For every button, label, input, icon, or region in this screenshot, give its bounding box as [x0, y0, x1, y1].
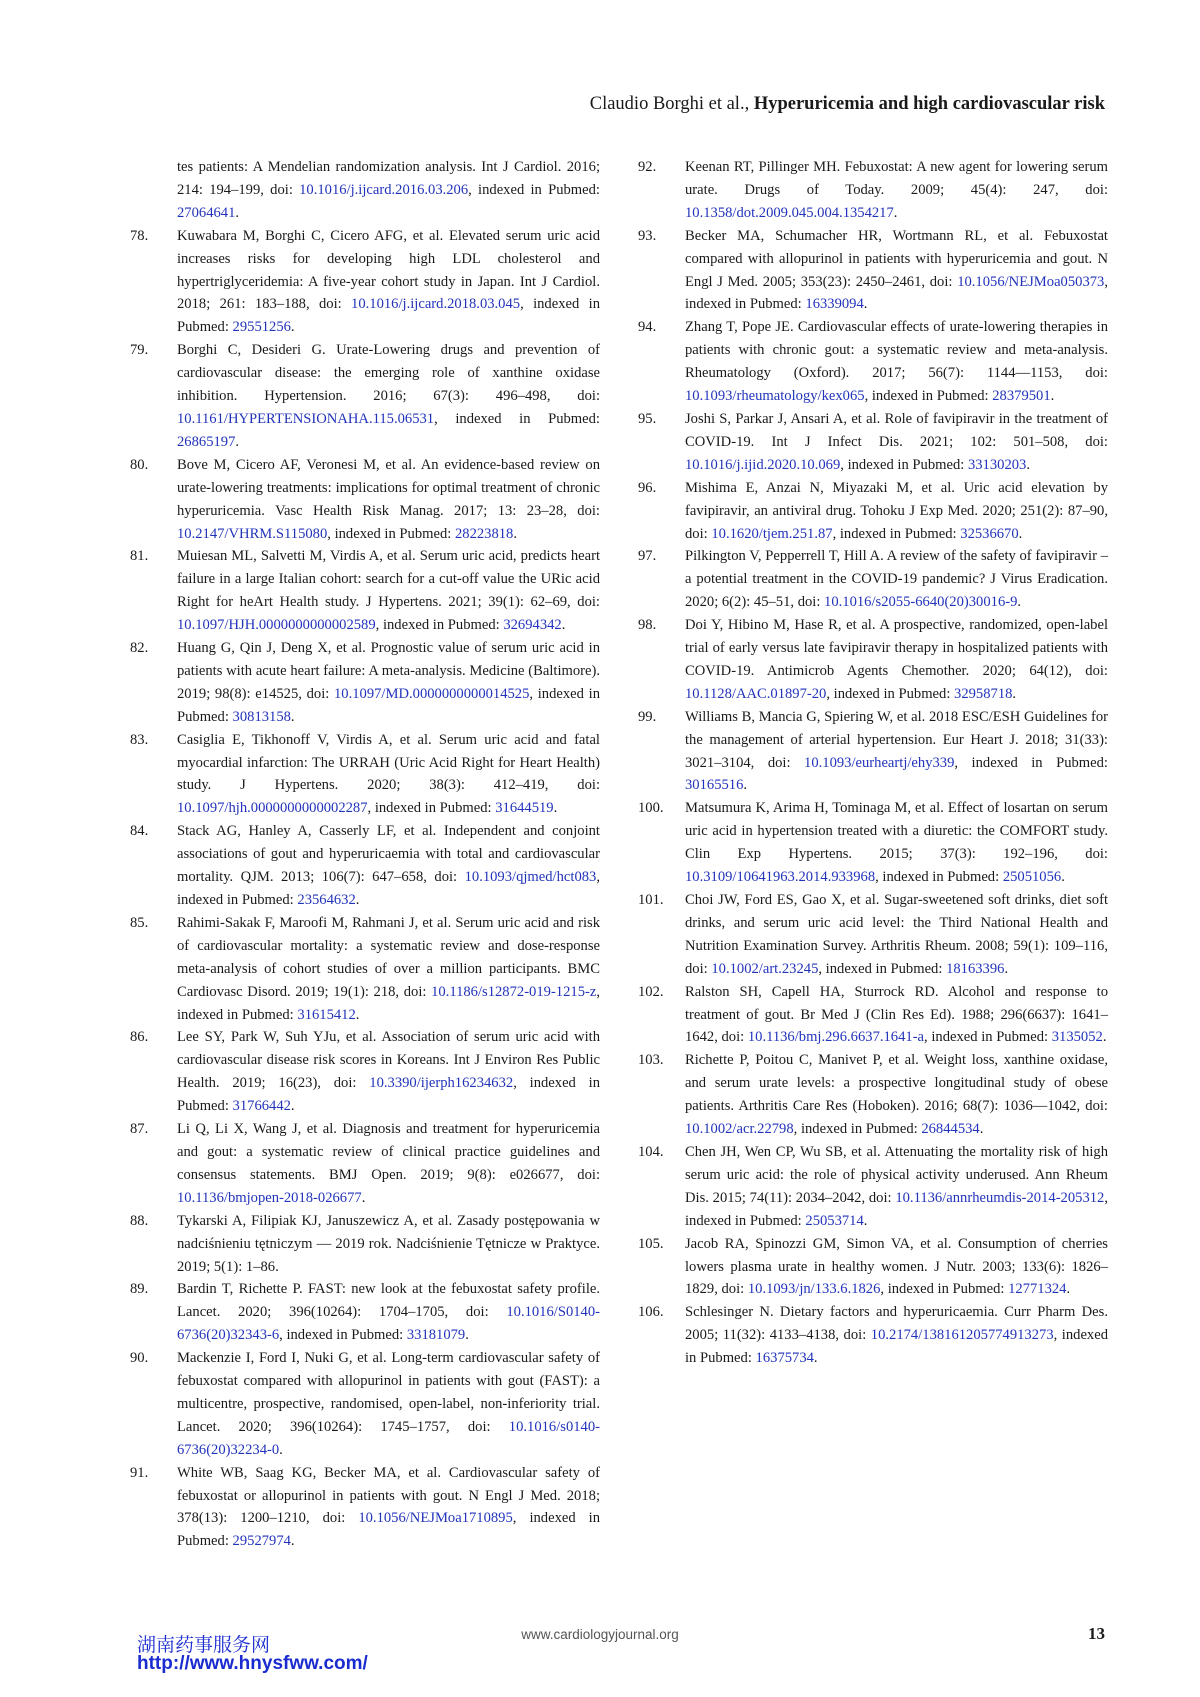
reference-link[interactable]: 33181079	[406, 1327, 466, 1344]
reference-number: 99.	[638, 708, 657, 725]
reference-item	[130, 545, 600, 637]
reference-link[interactable]: 32536670	[960, 525, 1019, 542]
reference-item	[638, 225, 1108, 317]
reference-text: White WB, Saag KG, Becker MA, et al. Cardiovascular safety of febuxostat or allopurinol in patients with gout. N Engl J Med. 2018; 378(13): 1200–1210, doi:	[177, 1464, 600, 1527]
reference-text: .	[1004, 960, 1009, 977]
reference-link[interactable]: 12771324	[1008, 1281, 1067, 1298]
reference-text: .	[553, 800, 558, 817]
reference-item	[130, 156, 600, 225]
reference-text: , indexed in Pubmed:	[685, 1189, 1108, 1229]
reference-text: Tykarski A, Filipiak KJ, Januszewicz A, et al. Zasady postępowania w nadciśnieniu tętniczym — 2019 rok. Nadciśnienie Tętnicze w Praktyce. 2019; 5(1): 1–86.	[177, 1212, 600, 1275]
reference-text: , indexed in Pubmed:	[279, 1327, 407, 1344]
reference-number: 102.	[638, 983, 664, 1000]
reference-text: , indexed in Pubmed:	[177, 296, 600, 336]
reference-text: , indexed in Pubmed:	[826, 685, 955, 702]
reference-text: Borghi C, Desideri G. Urate-Lowering drugs and prevention of cardiovascular disease: the emerging role of xanthine oxidase inhibition. Hypertension. 2016; 67(3): 496–498, doi:	[177, 342, 600, 405]
reference-text: Doi Y, Hibino M, Hase R, et al. A prospective, randomized, open-label trial of early versus late favipiravir therapy in hospitalized patients with COVID-19. Antimicrob Agents Chemother. 2020; 64(12), doi:	[685, 617, 1108, 679]
reference-link[interactable]: 25051056	[1002, 869, 1062, 886]
reference-text: , indexed in Pubmed:	[880, 1281, 1009, 1298]
reference-text: .	[290, 708, 295, 725]
reference-number: 86.	[130, 1029, 149, 1046]
reference-text: , indexed in Pubmed:	[177, 869, 600, 908]
reference-link[interactable]: 10.1620/tjem.251.87	[711, 525, 833, 542]
running-head-title: Hyperuricemia and high cardiovascular risk	[753, 94, 1105, 114]
reference-link[interactable]: 27064641	[177, 204, 236, 221]
reference-item	[638, 797, 1108, 889]
reference-text: Stack AG, Hanley A, Casserly LF, et al. Independent and conjoint associations of gout and hyperuricaemia with total and cardiovascular mortality. QJM. 2013; 106(7): 647–658, doi:	[177, 823, 600, 886]
reference-link[interactable]: 10.1358/dot.2009.045.004.1354217	[685, 204, 894, 221]
reference-link[interactable]: 10.1016/j.ijcard.2018.03.045	[351, 296, 521, 313]
reference-number: 106.	[638, 1304, 664, 1321]
reference-text: .	[1061, 869, 1065, 886]
reference-item	[130, 1347, 600, 1462]
reference-text: .	[561, 617, 566, 634]
reference-number: 90.	[130, 1350, 149, 1367]
reference-item	[130, 1210, 600, 1279]
reference-item	[130, 225, 600, 340]
reference-link[interactable]: 10.1093/qjmed/hct083	[464, 869, 597, 886]
reference-number: 93.	[638, 227, 657, 244]
reference-link[interactable]: 26844534	[921, 1121, 980, 1138]
reference-item	[638, 889, 1108, 981]
reference-number: 103.	[638, 1052, 664, 1069]
reference-link[interactable]: 10.1056/NEJMoa1710895	[358, 1510, 513, 1527]
reference-text: , indexed in Pubmed:	[832, 525, 961, 542]
reference-number: 82.	[130, 640, 149, 657]
reference-text: .	[863, 1212, 868, 1229]
reference-text: .	[290, 1533, 295, 1550]
reference-text: .	[979, 1121, 984, 1138]
reference-item	[638, 316, 1108, 408]
reference-item	[130, 912, 600, 1027]
reference-item	[130, 1118, 600, 1210]
reference-item	[638, 477, 1108, 546]
reference-text: .	[355, 892, 360, 908]
reference-text: Casiglia E, Tikhonoff V, Virdis A, et al. Serum uric acid and fatal myocardial infarction: The URRAH (Uric Acid Right for Heart Health) study. J Hypertens. 2020; 38(3): 412–419, doi:	[177, 731, 600, 794]
reference-number: 81.	[130, 548, 149, 565]
reference-link[interactable]: 33130203	[967, 456, 1027, 473]
reference-link[interactable]: 10.1136/bmjopen-2018-026677	[177, 1189, 362, 1206]
reference-text: .	[1012, 685, 1017, 702]
reference-item	[638, 614, 1108, 706]
reference-text: .	[743, 777, 748, 794]
reference-number: 95.	[638, 410, 657, 427]
reference-link[interactable]: 16339094	[805, 296, 864, 313]
reference-text: Huang G, Qin J, Deng X, et al. Prognostic value of serum uric acid in patients with acute heart failure: A meta-analysis. Medicine (Baltimore). 2019; 98(8): e14525, doi:	[177, 640, 600, 702]
references-right-column	[638, 156, 1108, 1370]
reference-text: , indexed in Pubmed:	[468, 181, 600, 198]
reference-item	[130, 729, 600, 821]
reference-text: .	[1017, 594, 1022, 611]
reference-text: Choi JW, Ford ES, Gao X, et al. Sugar-sweetened soft drinks, diet soft drinks, and serum uric acid level: the Third National Health and Nutrition Examination Survey. Arthritis Rheum. 2008; 59(1): 109–116, doi:	[685, 892, 1108, 977]
reference-text: Muiesan ML, Salvetti M, Virdis A, et al. Serum uric acid, predicts heart failure in a large Italian cohort: search for a cut-off value the URic acid Right for heArt Health study. J Hypertens. 2021; 39(1): 62–69, doi:	[177, 548, 600, 611]
reference-link[interactable]: 26865197	[177, 433, 236, 450]
reference-text: .	[513, 525, 517, 542]
reference-text: .	[235, 433, 240, 450]
references-left-column	[130, 156, 600, 1553]
reference-text: .	[361, 1189, 366, 1206]
reference-number: 98.	[638, 617, 657, 634]
reference-text: , indexed in Pubmed:	[177, 1510, 600, 1550]
reference-link[interactable]: 31766442	[232, 1098, 291, 1115]
reference-text: Becker MA, Schumacher HR, Wortmann RL, et al. Febuxostat compared with allopurinol in patients with hyperuricemia and gout. N Engl J Med. 2005; 353(23): 2450–2461, doi:	[685, 227, 1108, 290]
reference-text: , indexed in Pubmed:	[177, 1075, 600, 1115]
reference-text: , indexed in Pubmed:	[793, 1121, 922, 1138]
reference-item	[638, 981, 1108, 1050]
reference-item	[638, 1049, 1108, 1141]
reference-text: Keenan RT, Pillinger MH. Febuxostat: A new agent for lowering serum urate. Drugs of Today. 2009; 45(4): 247, doi:	[685, 159, 1108, 198]
reference-link[interactable]: 32694342	[503, 617, 562, 634]
reference-text: Bardin T, Richette P. FAST: new look at the febuxostat safety profile. Lancet. 2020; 396(10264): 1704–1705, doi:	[177, 1281, 600, 1321]
reference-link[interactable]: 10.1136/annrheumdis-2014-205312	[895, 1189, 1105, 1206]
reference-link[interactable]: 10.1097/HJH.0000000000002589	[177, 617, 376, 634]
reference-link[interactable]: 10.3390/ijerph16234632	[369, 1075, 514, 1092]
reference-text: Kuwabara M, Borghi C, Cicero AFG, et al. Elevated serum uric acid increases risks for developing high LDL cholesterol and hypertriglyceridemia: A five-year cohort study in Japan. Int J Cardiol. 2018; 261: 183–188, doi:	[177, 227, 600, 313]
reference-text: .	[290, 319, 295, 336]
reference-text: Chen JH, Wen CP, Wu SB, et al. Attenuating the mortality risk of high serum uric acid: the role of physical activity underused. Ann Rheum Dis. 2015; 74(11): 2034–2042, doi:	[685, 1143, 1108, 1206]
running-head	[590, 94, 1105, 115]
reference-text: , indexed in Pubmed:	[177, 983, 600, 1023]
reference-item	[638, 1233, 1108, 1302]
reference-number: 87.	[130, 1121, 149, 1138]
reference-number: 94.	[638, 319, 657, 336]
reference-link[interactable]: 28223818	[454, 525, 514, 542]
reference-item	[638, 1141, 1108, 1233]
reference-item	[130, 339, 600, 454]
reference-text: Li Q, Li X, Wang J, et al. Diagnosis and treatment for hyperuricemia and gout: a systematic review of clinical practice guidelines and consensus statements. BMJ Open. 2019; 9(8): e026677, doi:	[177, 1121, 600, 1183]
reference-text: , indexed in Pubmed:	[375, 617, 504, 634]
reference-text: , indexed in Pubmed:	[367, 800, 496, 817]
reference-text: .	[863, 296, 868, 313]
reference-link[interactable]: 10.2174/138161205774913273	[870, 1327, 1054, 1344]
reference-text: , indexed in Pubmed:	[954, 754, 1108, 771]
reference-text: , indexed in Pubmed:	[434, 410, 600, 427]
reference-text: Matsumura K, Arima H, Tominaga M, et al. Effect of losartan on serum uric acid in hypertension treated with a diuretic: the COMFORT study. Clin Exp Hypertens. 2015; 37(3): 192–196, doi:	[685, 800, 1108, 863]
reference-text: Ralston SH, Capell HA, Sturrock RD. Alcohol and response to treatment of gout. Br Med J (Clin Res Ed). 1988; 296(6637): 1641–1642, doi:	[685, 983, 1108, 1046]
reference-link[interactable]: 30813158	[232, 708, 291, 725]
reference-number: 79.	[130, 342, 149, 359]
reference-link[interactable]: 10.1097/hjh.0000000000002287	[177, 800, 368, 817]
reference-number: 96.	[638, 479, 657, 496]
reference-link[interactable]: 23564632	[297, 892, 356, 908]
reference-link[interactable]: 10.1016/S0140-6736(20)32343-6	[177, 1304, 600, 1344]
reference-number: 83.	[130, 731, 149, 748]
reference-number: 78.	[130, 227, 149, 244]
reference-number: 85.	[130, 914, 149, 931]
reference-link[interactable]: 10.1097/MD.0000000000014525	[334, 685, 530, 702]
reference-text: tes patients: A Mendelian randomization analysis. Int J Cardiol. 2016; 214: 194–199, doi:	[177, 159, 600, 198]
reference-text: .	[290, 1098, 295, 1115]
reference-text: , indexed in Pubmed:	[840, 456, 968, 473]
reference-item	[130, 637, 600, 729]
reference-text: Bove M, Cicero AF, Veronesi M, et al. An evidence-based review on urate-lowering treatments: implications for optimal treatment of chronic hyperuricemia. Vasc Health Risk Manag. 2017; 13: 23–28, doi:	[177, 456, 600, 519]
reference-number: 88.	[130, 1212, 149, 1229]
reference-link[interactable]: 10.1093/jn/133.6.1826	[747, 1281, 881, 1298]
reference-link[interactable]: 10.1002/art.23245	[711, 960, 819, 977]
reference-number: 80.	[130, 456, 149, 473]
reference-link[interactable]: 10.1016/s2055-6640(20)30016-9	[824, 594, 1018, 611]
reference-link[interactable]: 10.2147/VHRM.S115080	[177, 525, 328, 542]
reference-item	[638, 545, 1108, 614]
running-head-authors: Claudio Borghi et al.,	[589, 94, 750, 114]
reference-number: 91.	[130, 1464, 149, 1481]
reference-link[interactable]: 10.1016/j.ijid.2020.10.069	[685, 456, 841, 473]
reference-text: Mishima E, Anzai N, Miyazaki M, et al. Uric acid elevation by favipiravir, an antiviral drug. Tohoku J Exp Med. 2020; 251(2): 87–90, doi:	[685, 479, 1108, 542]
reference-number: 97.	[638, 548, 657, 565]
reference-text: , indexed in Pubmed:	[177, 685, 600, 725]
reference-link[interactable]: 28379501	[992, 388, 1051, 405]
watermark-url[interactable]: http://www.hnysfww.com/	[137, 1653, 368, 1674]
reference-text: .	[1026, 456, 1030, 473]
reference-link[interactable]: 10.1161/HYPERTENSIONAHA.115.06531	[177, 410, 435, 427]
reference-number: 101.	[638, 892, 664, 908]
reference-link[interactable]: 10.1186/s12872-019-1215-z	[431, 983, 597, 1000]
reference-link[interactable]: 31615412	[297, 1006, 356, 1023]
reference-number: 100.	[638, 800, 664, 817]
reference-text: , indexed in Pubmed:	[818, 960, 947, 977]
reference-link[interactable]: 10.1093/eurheartj/ehy339	[804, 754, 955, 771]
reference-link[interactable]: 10.1056/NEJMoa050373	[957, 273, 1105, 290]
reference-number: 84.	[130, 823, 149, 840]
reference-number: 89.	[130, 1281, 149, 1298]
reference-text: Jacob RA, Spinozzi GM, Simon VA, et al. Consumption of cherries lowers plasma urate in healthy women. J Nutr. 2003; 133(6): 1826–1829, doi:	[685, 1235, 1108, 1298]
reference-link[interactable]: 29527974	[232, 1533, 291, 1550]
reference-item	[638, 706, 1108, 798]
reference-text: .	[1066, 1281, 1071, 1298]
reference-link[interactable]: 30165516	[685, 777, 744, 794]
reference-number: 105.	[638, 1235, 664, 1252]
reference-link[interactable]: 18163396	[946, 960, 1005, 977]
reference-text: Joshi S, Parkar J, Ansari A, et al. Role of favipiravir in the treatment of COVID-19. Int J Infect Dis. 2021; 102: 501–508, doi:	[685, 410, 1108, 450]
reference-item	[130, 1026, 600, 1118]
reference-link[interactable]: 10.1002/acr.22798	[685, 1121, 794, 1138]
footer-journal-url[interactable]: www.cardiologyjournal.org	[521, 1627, 679, 1642]
reference-item	[130, 1278, 600, 1347]
reference-text: .	[279, 1441, 283, 1458]
reference-text: Lee SY, Park W, Suh YJu, et al. Association of serum uric acid with cardiovascular disease risk scores in Koreans. Int J Environ Res Public Health. 2019; 16(23), doi:	[177, 1029, 600, 1092]
reference-item	[638, 156, 1108, 225]
reference-text: , indexed in Pubmed:	[685, 1327, 1108, 1367]
reference-text: Richette P, Poitou C, Manivet P, et al. Weight loss, xanthine oxidase, and serum urate levels: a prospective longitudinal study of obese patients. Arthritis Care Res (Hoboken). 2016; 68(7): 1036––1042, doi:	[685, 1052, 1108, 1115]
reference-text: , indexed in Pubmed:	[924, 1029, 1052, 1046]
reference-text: , indexed in Pubmed:	[875, 869, 1003, 886]
reference-text: , indexed in Pubmed:	[327, 525, 455, 542]
reference-text: , indexed in Pubmed:	[864, 388, 993, 405]
reference-link[interactable]: 31644519	[495, 800, 554, 817]
reference-text: Pilkington V, Pepperrell T, Hill A. A review of the safety of favipiravir – a potential treatment in the COVID-19 pandemic? J Virus Eradication. 2020; 6(2): 45–51, doi:	[685, 548, 1108, 611]
reference-link[interactable]: 10.1016/s0140-6736(20)32234-0	[177, 1418, 600, 1458]
reference-item	[638, 1301, 1108, 1370]
reference-text: .	[355, 1006, 360, 1023]
reference-text: Rahimi-Sakak F, Maroofi M, Rahmani J, et al. Serum uric acid and risk of cardiovascular mortality: a systematic review and dose-response meta-analysis of cohort studies of over a million participants. BMC Cardiovasc Disord. 2019; 19(1): 218, doi:	[177, 914, 600, 1000]
reference-text: Williams B, Mancia G, Spiering W, et al. 2018 ESC/ESH Guidelines for the management of arterial hypertension. Eur Heart J. 2018; 31(33): 3021–3104, doi:	[685, 708, 1108, 771]
reference-text: Mackenzie I, Ford I, Nuki G, et al. Long-term cardiovascular safety of febuxostat compared with allopurinol in patients with gout (FAST): a multicentre, prospective, randomised, open-label, non-inferiority trial. Lancet. 2020; 396(10264): 1745–1757, doi:	[177, 1350, 600, 1435]
reference-link[interactable]: 10.1016/j.ijcard.2016.03.206	[299, 181, 469, 198]
reference-text: .	[1102, 1029, 1107, 1046]
reference-link[interactable]: 3135052	[1051, 1029, 1103, 1046]
reference-text: .	[893, 204, 898, 221]
reference-number: 104.	[638, 1143, 664, 1160]
reference-text: .	[465, 1327, 469, 1344]
reference-link[interactable]: 10.3109/10641963.2014.933968	[685, 869, 876, 886]
reference-link[interactable]: 10.1128/AAC.01897-20	[685, 685, 827, 702]
reference-text: .	[813, 1350, 818, 1367]
reference-text: .	[1050, 388, 1055, 405]
reference-number: 92.	[638, 159, 657, 175]
reference-text: , indexed in Pubmed:	[685, 273, 1108, 313]
reference-item	[130, 454, 600, 546]
reference-text: Schlesinger N. Dietary factors and hyperuricaemia. Curr Pharm Des. 2005; 11(32): 4133–4138, doi:	[685, 1304, 1108, 1344]
watermark-site-name: 湖南药事服务网	[137, 1634, 271, 1656]
reference-item	[130, 1462, 600, 1554]
reference-link[interactable]: 16375734	[755, 1350, 814, 1367]
reference-link[interactable]: 29551256	[232, 319, 291, 336]
reference-link[interactable]: 32958718	[954, 685, 1013, 702]
reference-item	[130, 820, 600, 912]
reference-link[interactable]: 10.1136/bmj.296.6637.1641-a	[747, 1029, 925, 1046]
reference-item	[638, 408, 1108, 477]
reference-link[interactable]: 25053714	[805, 1212, 864, 1229]
reference-text: Zhang T, Pope JE. Cardiovascular effects of urate-lowering therapies in patients with chronic gout: a systematic review and meta-analysis. Rheumatology (Oxford). 2017; 56(7): 1144––1153, doi:	[685, 319, 1108, 382]
reference-text: .	[1018, 525, 1023, 542]
page-number: 13	[1088, 1624, 1105, 1643]
reference-text: .	[235, 204, 240, 221]
reference-link[interactable]: 10.1093/rheumatology/kex065	[685, 388, 865, 405]
